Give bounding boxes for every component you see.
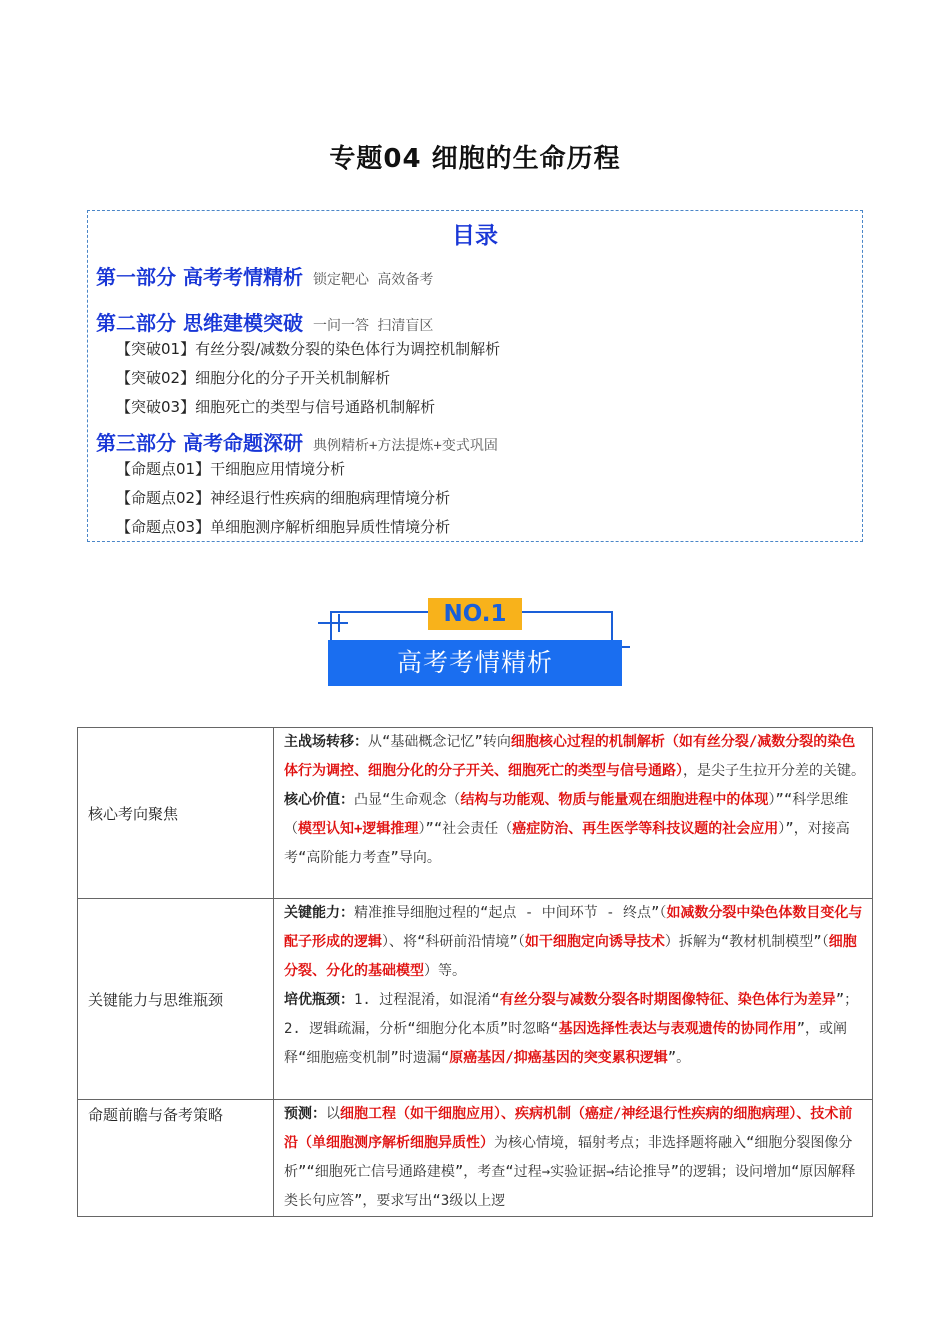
toc-item-topic-03[interactable]: 【命题点03】单细胞测序解析细胞异质性情境分析 [116, 518, 451, 536]
content-highlight: 癌症防治、再生医学等科技议题的社会应用 [512, 821, 779, 837]
row-label: 命题前瞻与备考策略 [78, 1100, 274, 1217]
toc-part-title: 第一部分 高考考情精析 [96, 265, 303, 289]
content-text: ，是尖子生拉开分差的关键。 [683, 763, 865, 779]
content-highlight: 如干细胞定向诱导技术 [524, 934, 665, 950]
content-keyword: 主战场转移： [284, 734, 368, 750]
content-keyword: 预测： [284, 1106, 326, 1122]
row-label: 关键能力与思维瓶颈 [78, 899, 274, 1100]
content-highlight: 有丝分裂与减数分裂各时期图像特征、染色体行为差异 [499, 992, 836, 1008]
content-text: 从“基础概念记忆”转向 [368, 734, 511, 750]
row-content [274, 728, 873, 899]
toc-part-title: 第三部分 高考命题深研 [96, 431, 303, 455]
row-content [274, 1100, 873, 1217]
content-text: ”，或阐释“细胞癌变机制”时遗漏“ [284, 1021, 848, 1066]
content-text: ）”，对接高考“高阶能力考查”导向。 [284, 821, 850, 866]
toc-item-topic-01[interactable]: 【命题点01】干细胞应用情境分析 [116, 460, 346, 478]
row-content [274, 899, 873, 1100]
content-highlight: 基因选择性表达与表观遗传的协同作用 [558, 1021, 797, 1037]
toc-part-title: 第二部分 思维建模突破 [96, 311, 303, 335]
table-row [78, 899, 873, 1100]
content-text: 凸显“生命观念（ [354, 792, 461, 808]
content-text: 精准推导细胞过程的“起点 - 中间环节 - 终点”（ [354, 905, 667, 921]
toc-item-breakthrough-02[interactable]: 【突破02】细胞分化的分子开关机制解析 [116, 369, 391, 387]
toc-part-subtitle: 锁定靶心 高效备考 [312, 272, 434, 288]
content-paragraph [284, 786, 866, 873]
table-row [78, 1100, 873, 1217]
toc-part-subtitle: 典例精析+方法提炼+变式巩固 [312, 438, 498, 454]
toc-item-breakthrough-01[interactable]: 【突破01】有丝分裂/减数分裂的染色体行为调控机制解析 [116, 340, 501, 358]
content-paragraph [284, 1100, 866, 1216]
content-text: 以 [326, 1106, 340, 1122]
document-title: 专题04 细胞的生命历程 [329, 144, 621, 174]
banner-line [318, 622, 348, 624]
content-paragraph [284, 986, 866, 1073]
content-highlight: 细胞工程（如干细胞应用）、疾病机制（癌症/神经退行性疾病的细胞病理）、技术前沿（单细胞测序解析细胞异质性） [284, 1106, 853, 1151]
content-text: 为核心情境，辐射考点；非选择题将融入“细胞分裂图像分析”“细胞死亡信号通路建模”，考查“过程→实验证据→结论推导”的逻辑；设问增加“原因解释类长句应答”，要求写出“3级以上逻 [284, 1135, 856, 1209]
toc-item-breakthrough-03[interactable]: 【突破03】细胞死亡的类型与信号通路机制解析 [116, 398, 436, 416]
content-keyword: 培优瓶颈： [284, 992, 354, 1008]
toc-item-topic-02[interactable]: 【命题点02】神经退行性疾病的细胞病理情境分析 [116, 489, 451, 507]
toc-part-2[interactable] [96, 307, 433, 336]
exam-analysis-table [77, 727, 873, 1217]
content-paragraph [284, 899, 866, 986]
content-text: ）等。 [424, 963, 466, 979]
content-paragraph [284, 728, 866, 786]
banner-label: 高考考情精析 [328, 640, 622, 686]
content-highlight: 细胞分裂、分化的基础模型 [284, 934, 857, 979]
content-highlight: 如减数分裂中染色体数目变化与配子形成的逻辑 [284, 905, 863, 950]
content-text: ”；2. 逻辑疏漏，分析“细胞分化本质”时忽略“ [284, 992, 859, 1037]
table-row [78, 728, 873, 899]
content-keyword: 关键能力： [284, 905, 354, 921]
toc-part-3[interactable] [96, 427, 498, 456]
table-of-contents [87, 210, 863, 542]
toc-part-subtitle: 一问一答 扫清盲区 [312, 318, 434, 334]
banner-number: NO.1 [428, 598, 522, 630]
toc-part-1[interactable] [96, 261, 433, 290]
content-text: 1. 过程混淆，如混淆“ [354, 992, 500, 1008]
content-highlight: 结构与功能观、物质与能量观在细胞进程中的体现 [460, 792, 769, 808]
content-text: ）”“社会责任（ [418, 821, 513, 837]
banner-line [338, 614, 340, 632]
content-text: ）拆解为“教材机制模型”（ [664, 934, 829, 950]
content-text: ”。 [667, 1050, 691, 1066]
content-text: ）、将“科研前沿情境”（ [382, 934, 525, 950]
content-keyword: 核心价值： [284, 792, 354, 808]
content-highlight: 原癌基因/抑癌基因的突变累积逻辑 [449, 1050, 668, 1066]
content-highlight: 细胞核心过程的机制解析（如有丝分裂/减数分裂的染色体行为调控、细胞分化的分子开关、细胞死亡的类型与信号通路） [284, 734, 856, 779]
content-highlight: 模型认知+逻辑推理 [298, 821, 419, 837]
content-text: ）”“科学思维（ [284, 792, 849, 837]
toc-heading: 目录 [452, 223, 498, 249]
section-banner [318, 598, 634, 690]
row-label: 核心考向聚焦 [78, 728, 274, 899]
